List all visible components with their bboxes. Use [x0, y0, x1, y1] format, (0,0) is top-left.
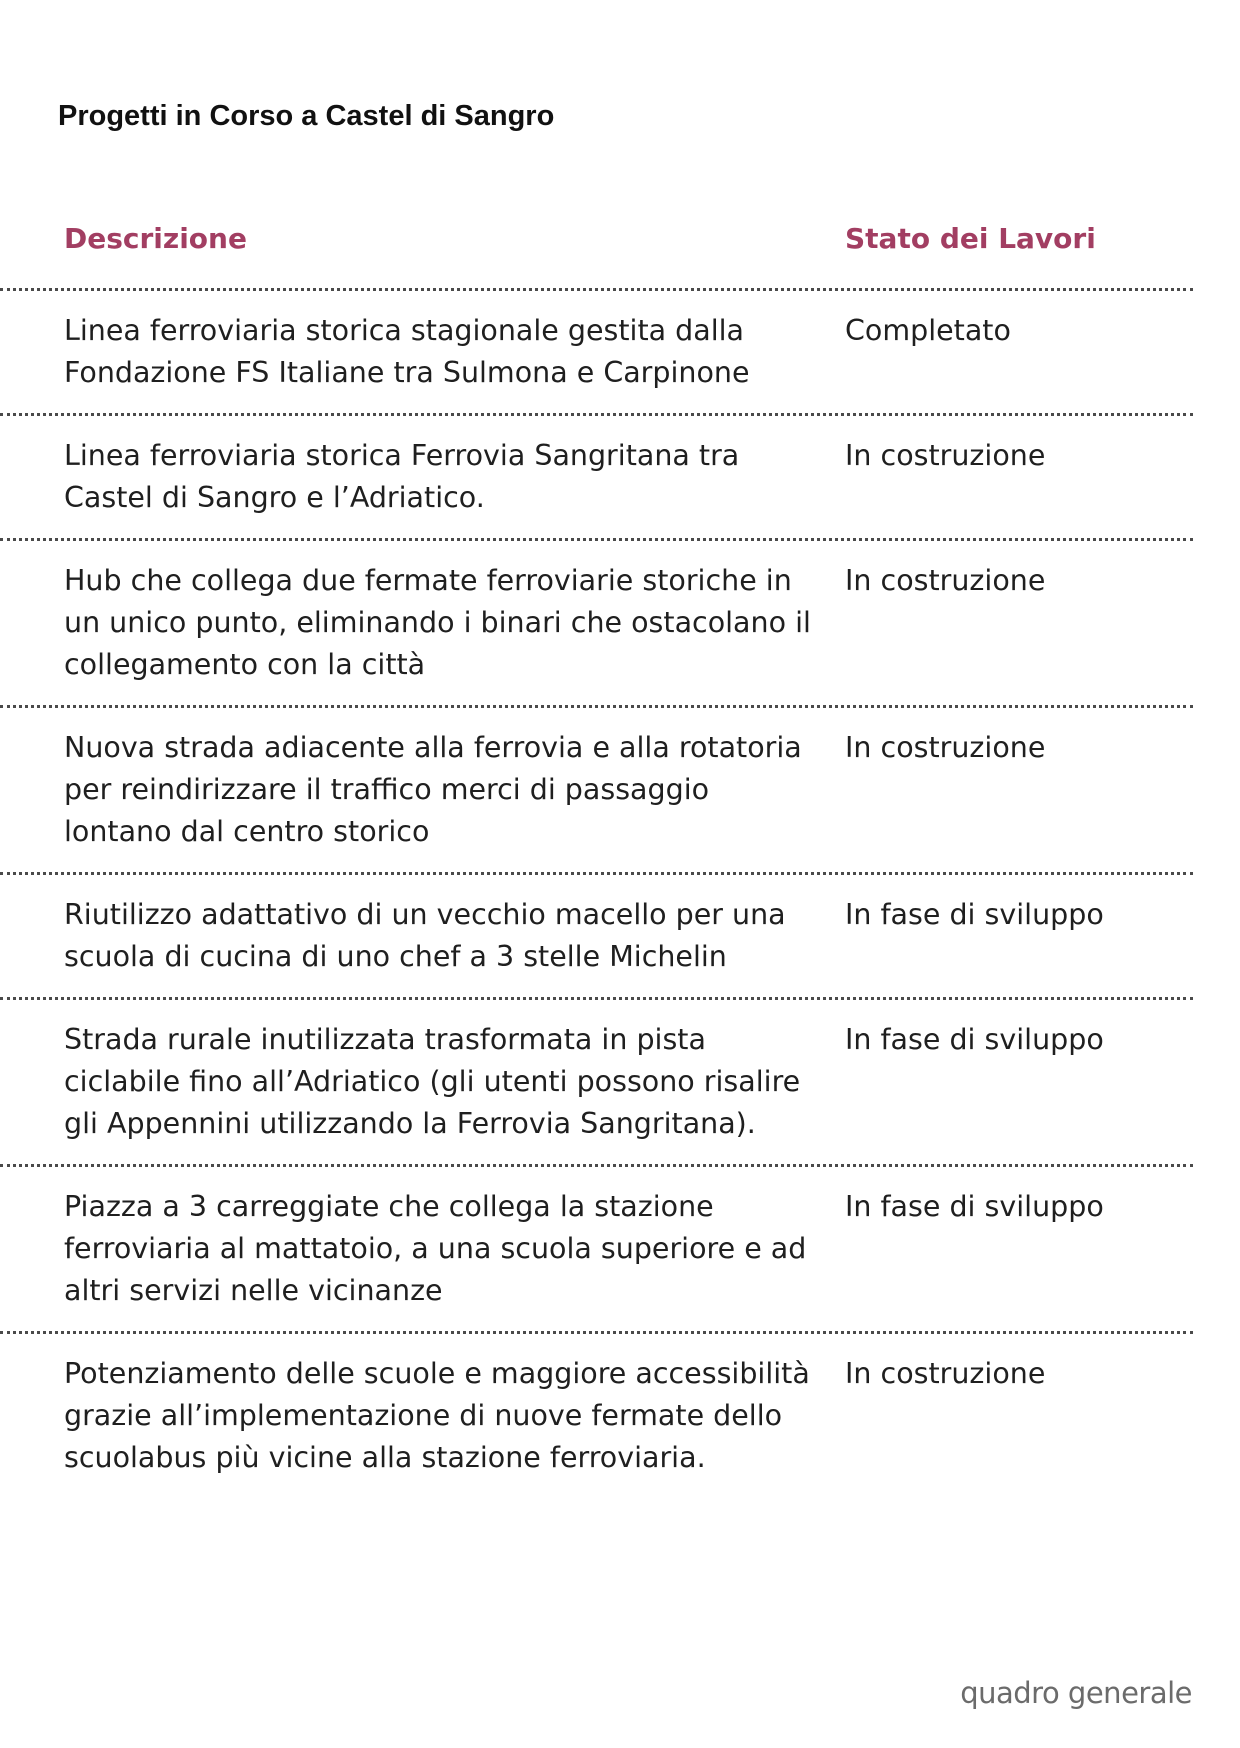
- row-description: Linea ferroviaria storica Ferrovia Sangritana tra Castel di Sangro e l’Adriatico.: [64, 439, 740, 514]
- header-stato: Stato dei Lavori: [845, 222, 1096, 255]
- table-header: [0, 222, 1193, 291]
- table-row: [0, 875, 1193, 1000]
- row-description: Riutilizzo adattativo di un vecchio macello per una scuola di cucina di uno chef a 3 stelle Michelin: [64, 898, 786, 973]
- row-status: In costruzione: [845, 731, 1046, 764]
- row-status: In costruzione: [845, 439, 1046, 472]
- page-footer: quadro generale: [960, 1676, 1192, 1710]
- page-title: Progetti in Corso a Castel di Sangro: [58, 100, 555, 132]
- row-status: In fase di sviluppo: [845, 1023, 1104, 1056]
- table-row: [0, 541, 1193, 708]
- table-row: [0, 1334, 1193, 1498]
- table-row: [0, 416, 1193, 541]
- row-description: Piazza a 3 carreggiate che collega la stazione ferroviaria al mattatoio, a una scuola superiore e ad altri servizi nelle vicinanze: [64, 1190, 807, 1307]
- row-status: In costruzione: [845, 1357, 1046, 1390]
- row-description: Potenziamento delle scuole e maggiore accessibilità grazie all’implementazione di nuove fermate dello scuolabus più vicine alla stazione ferroviaria.: [64, 1357, 810, 1474]
- table-row: [0, 291, 1193, 416]
- table-row: [0, 1000, 1193, 1167]
- row-status: Completato: [845, 314, 1011, 347]
- row-status: In costruzione: [845, 564, 1046, 597]
- row-description: Linea ferroviaria storica stagionale gestita dalla Fondazione FS Italiane tra Sulmona e Carpinone: [64, 314, 750, 389]
- row-description: Nuova strada adiacente alla ferrovia e alla rotatoria per reindirizzare il traffico merci di passaggio lontano dal centro storico: [64, 731, 802, 848]
- header-descrizione: Descrizione: [64, 222, 247, 255]
- row-status: In fase di sviluppo: [845, 1190, 1104, 1223]
- row-description: Hub che collega due fermate ferroviarie storiche in un unico punto, eliminando i binari che ostacolano il collegamento con la città: [64, 564, 811, 681]
- row-description: Strada rurale inutilizzata trasformata in pista ciclabile fino all’Adriatico (gli utenti possono risalire gli Appennini utilizzando la Ferrovia Sangritana).: [64, 1023, 801, 1140]
- row-status: In fase di sviluppo: [845, 898, 1104, 931]
- projects-table: [0, 222, 1193, 1498]
- table-row: [0, 708, 1193, 875]
- table-row: [0, 1167, 1193, 1334]
